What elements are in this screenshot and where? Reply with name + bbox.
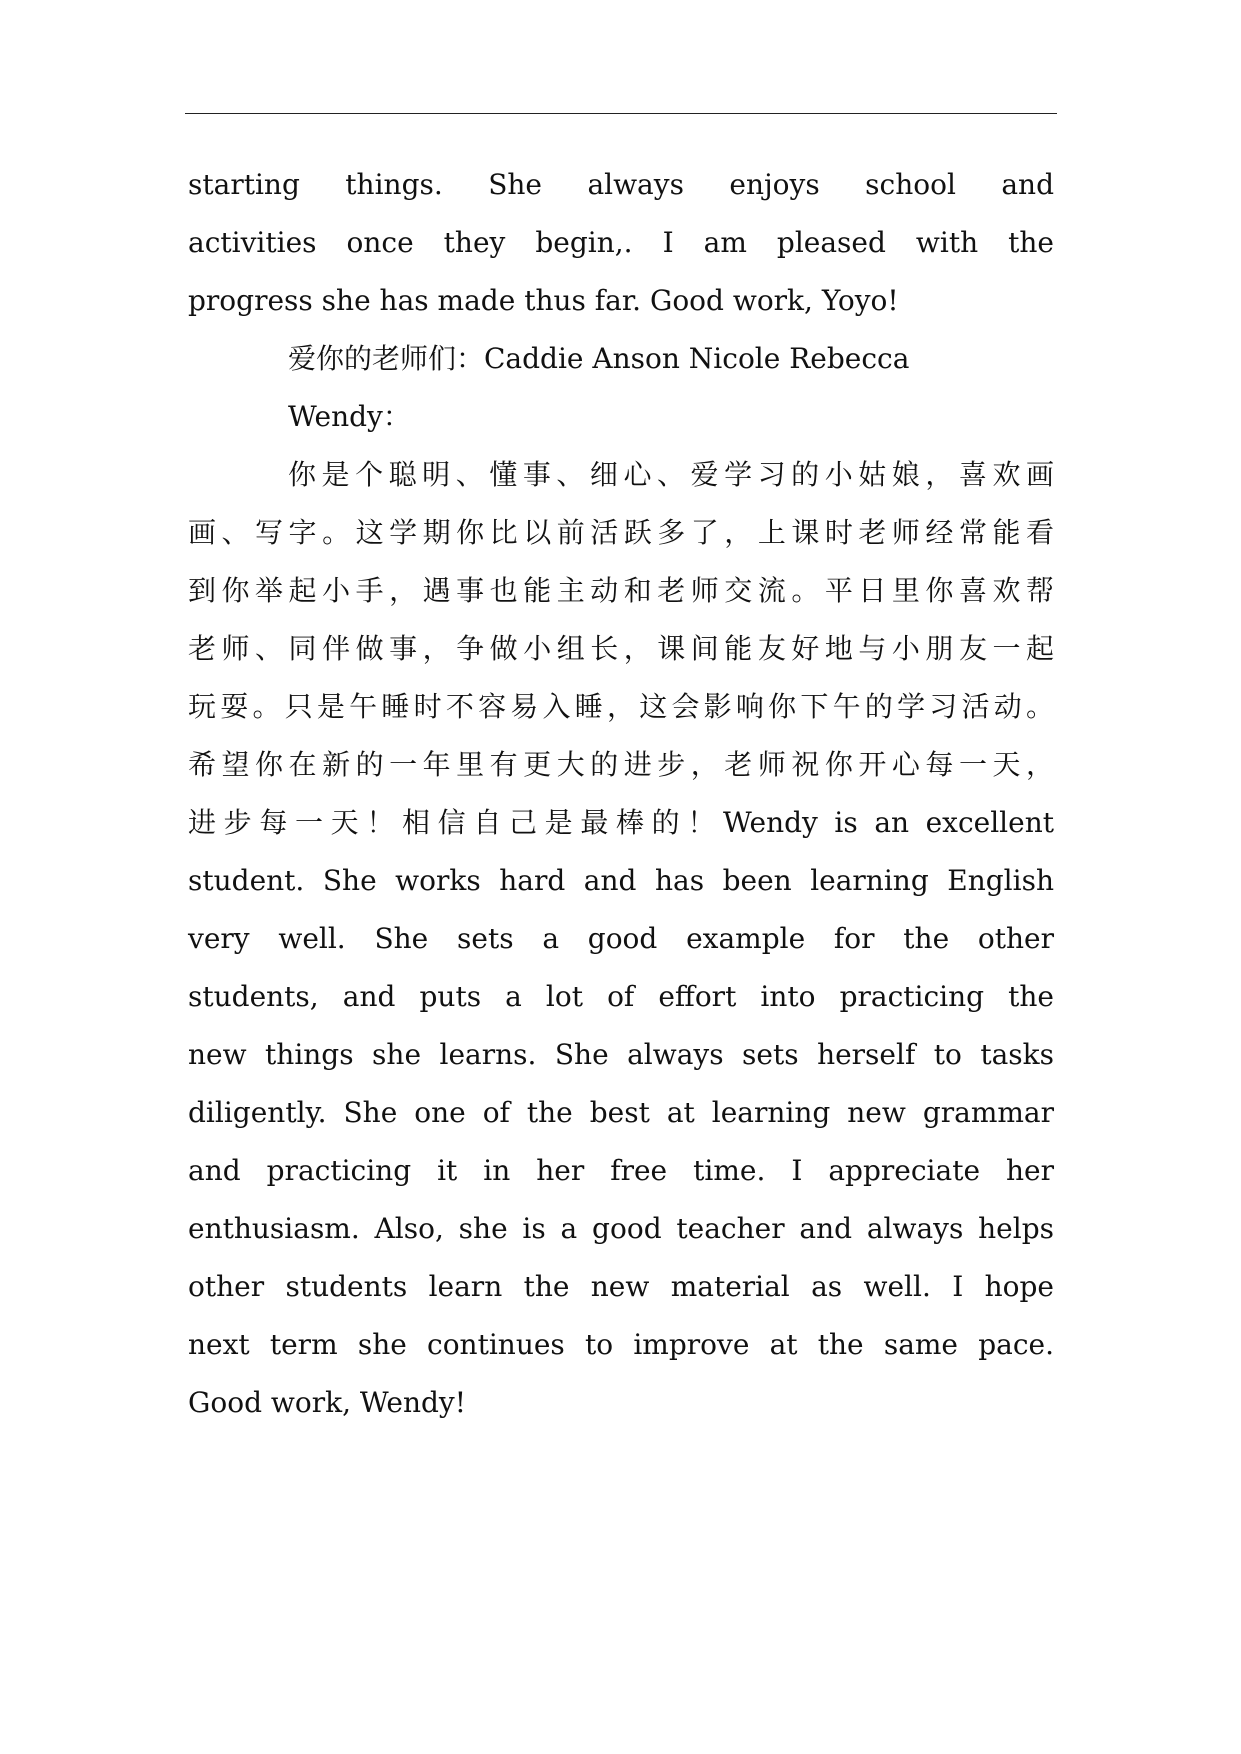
- text-line: students, and puts a lot of effort into practicing the: [188, 980, 1054, 1013]
- text-line: new things she learns. She always sets herself to tasks: [188, 1038, 1054, 1071]
- text-line: 希望你在新的一年里有更大的进步，老师祝你开心每一天，: [188, 748, 1054, 781]
- text-line: 玩耍。只是午睡时不容易入睡，这会影响你下午的学习活动。: [188, 690, 1054, 723]
- text-line: other students learn the new material as well. I hope: [188, 1270, 1054, 1303]
- text-line: 进步每一天！相信自己是最棒的！Wendy is an excellent: [188, 806, 1054, 839]
- text-line: diligently. She one of the best at learning new grammar: [188, 1096, 1054, 1129]
- salutation-line: Wendy：: [288, 400, 411, 433]
- text-line: Good work, Wendy!: [188, 1386, 466, 1419]
- document-body: [188, 156, 1054, 1432]
- text-line: student. She works hard and has been learning English: [188, 864, 1054, 897]
- text-line: very well. She sets a good example for the other: [188, 922, 1054, 955]
- text-line: 老师、同伴做事，争做小组长，课间能友好地与小朋友一起: [188, 632, 1054, 665]
- text-line: activities once they begin,. I am pleased with the: [188, 226, 1054, 259]
- header-rule: [185, 113, 1057, 114]
- signature-line: 爱你的老师们：Caddie Anson Nicole Rebecca: [288, 342, 910, 375]
- text-line: 到你举起小手，遇事也能主动和老师交流。平日里你喜欢帮: [188, 574, 1054, 607]
- text-line: enthusiasm. Also, she is a good teacher and always helps: [188, 1212, 1054, 1245]
- text-line: starting things. She always enjoys school and: [188, 168, 1054, 201]
- text-line: 画、写字。这学期你比以前活跃多了，上课时老师经常能看: [188, 516, 1054, 549]
- text-line: 你是个聪明、懂事、细心、爱学习的小姑娘，喜欢画: [288, 458, 1054, 491]
- text-line: progress she has made thus far. Good work, Yoyo!: [188, 284, 899, 317]
- text-line: next term she continues to improve at the same pace.: [188, 1328, 1054, 1361]
- text-line: and practicing it in her free time. I appreciate her: [188, 1154, 1054, 1187]
